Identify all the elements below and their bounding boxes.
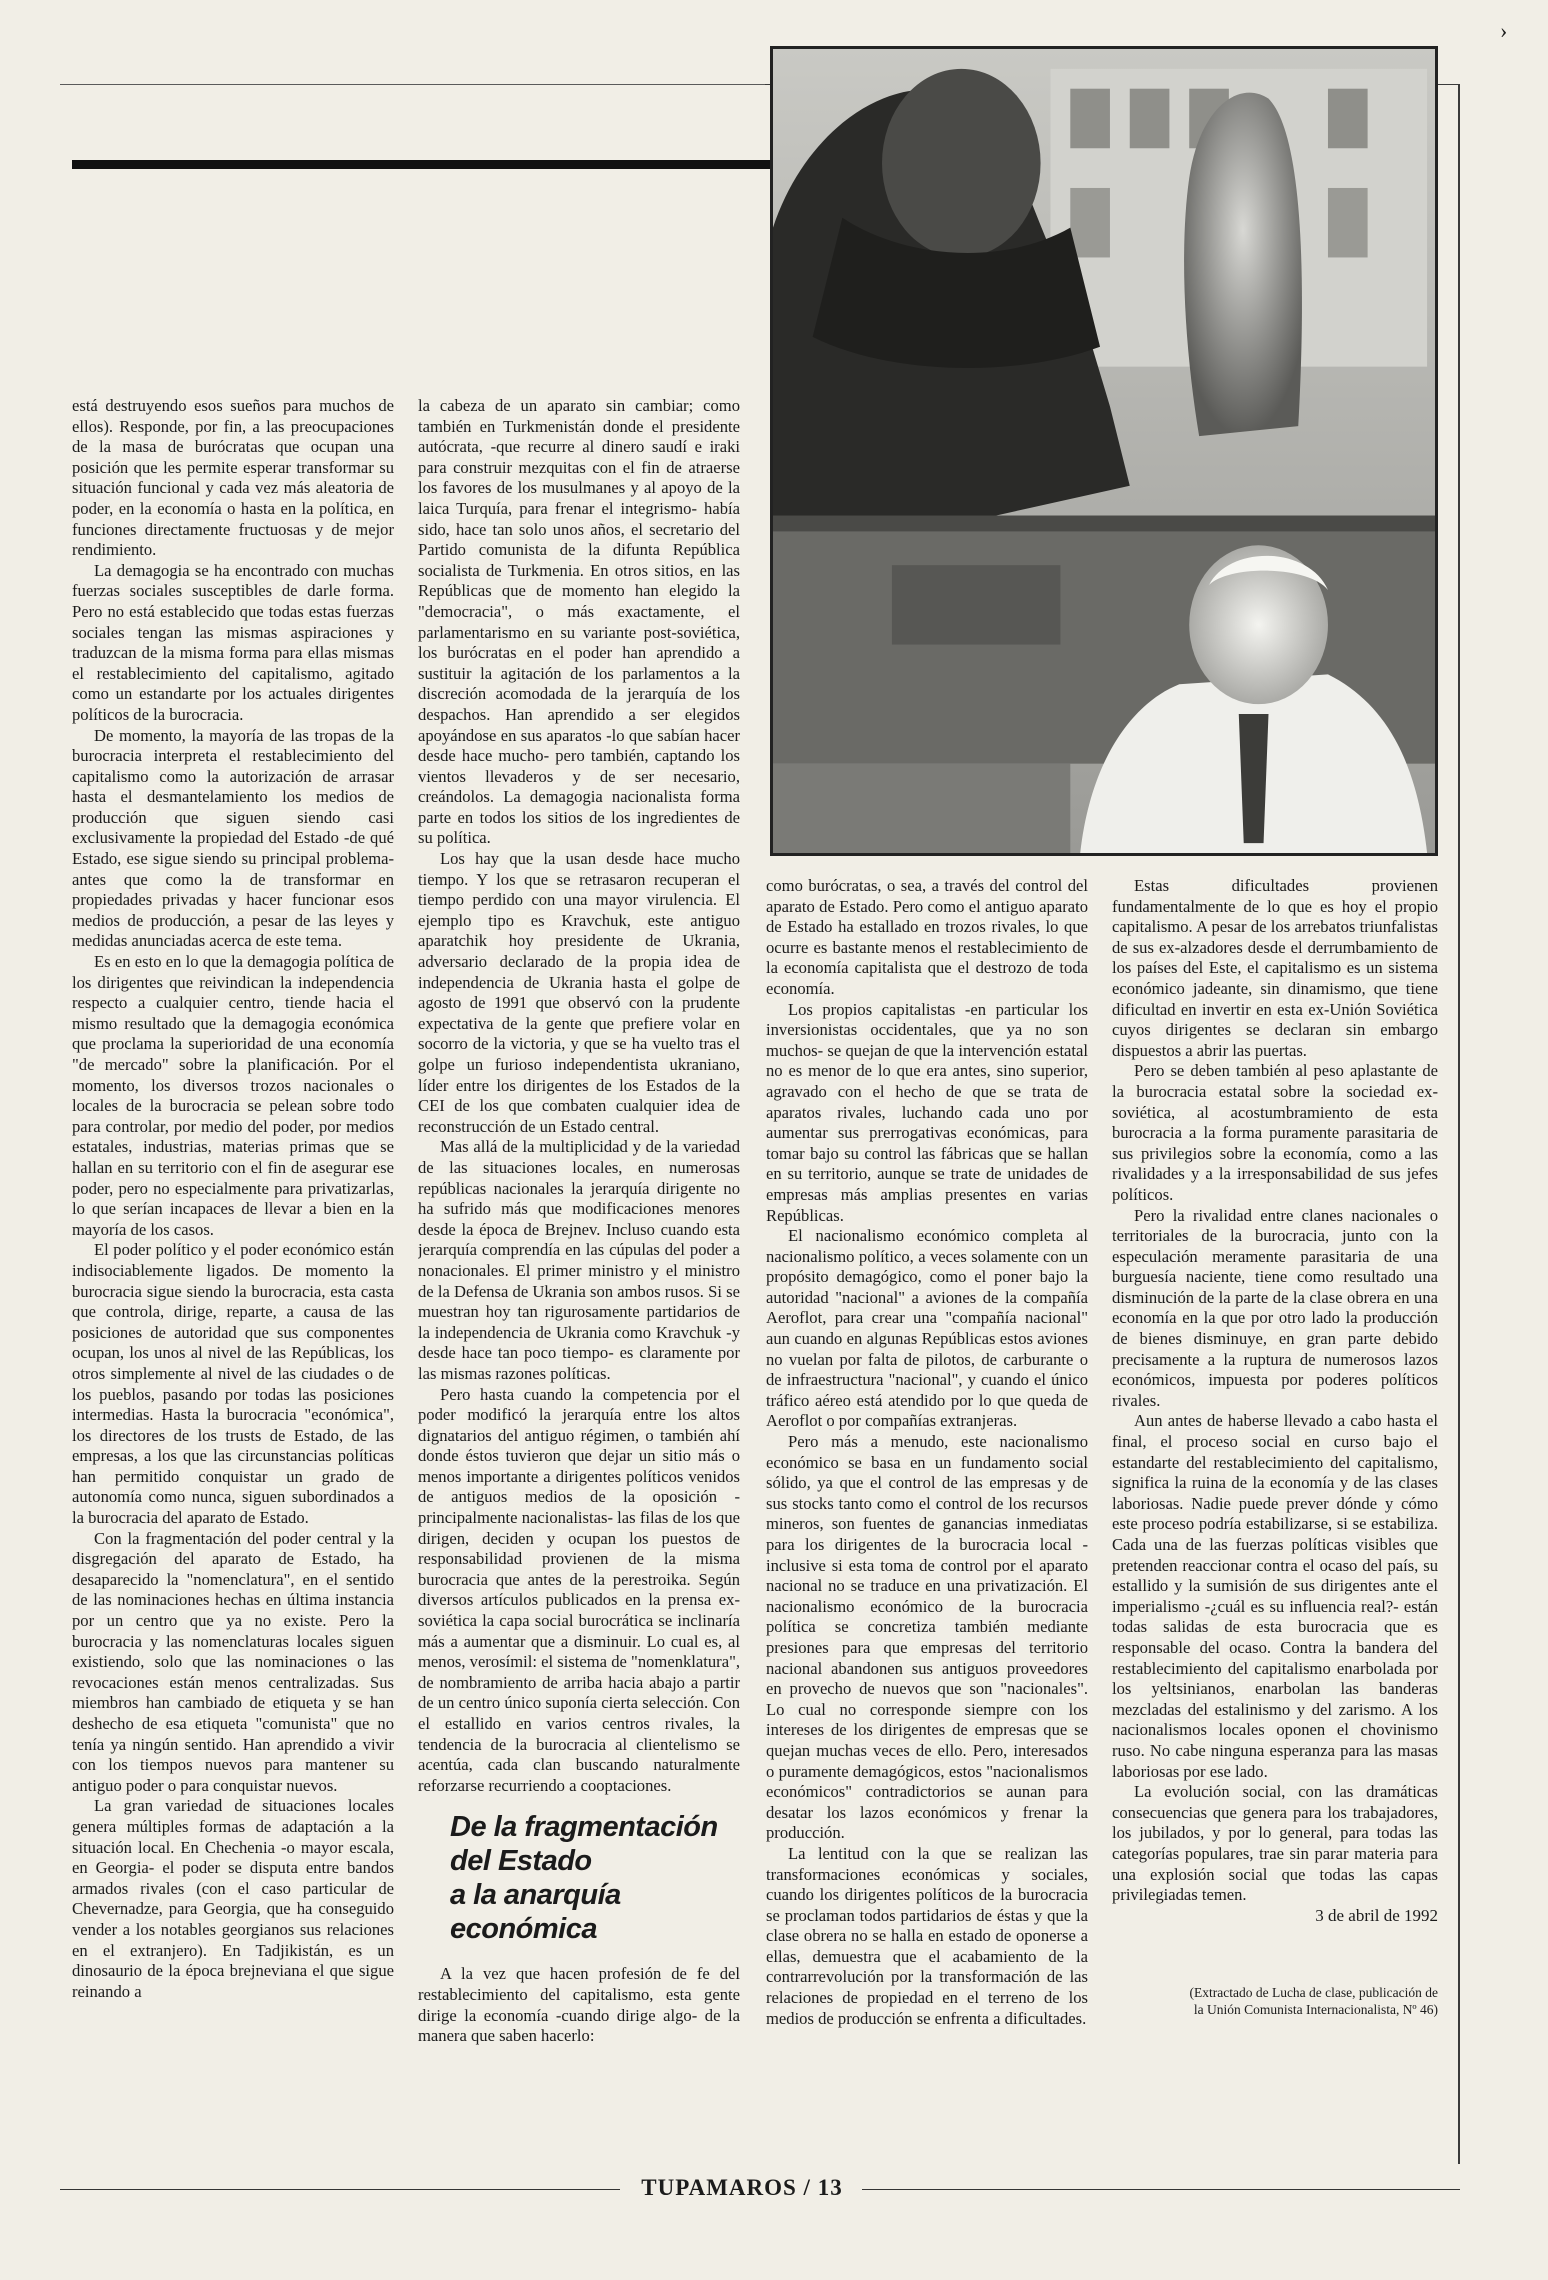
page-footer: TUPAMAROS / 13 bbox=[641, 2175, 843, 2200]
subheading-line: del Estado bbox=[450, 1845, 592, 1878]
column-4 bbox=[1112, 876, 1438, 2154]
credit-line: la Unión Comunista Internacionalista, Nº 46) bbox=[1193, 2002, 1438, 2018]
column-2 bbox=[418, 396, 740, 2154]
paragraph: Pero más a menudo, este nacionalismo económico se basa en un fundamento social sólido, ya que el control de las empresas y de sus stocks tanto como el control de los recursos mineros, son fuentes de ganancias inmediatas para los dirigentes de la burocracia local -inclusive si esta toma de control por el aparato nacional no se traduce en una privatización. El nacionalismo económico de la burocracia política se concretiza también mediante presiones para que empresas del territorio nacional abandonen sus antiguos proveedores en provecho de nuevos que son "nacionales". Lo cual no corresponde siempre con los intereses de los dirigentes de empresas que se quejan muchas veces de ello. Pero, interesados o puramente demagógicos, estos "nacionalismos económicos" contradictorios se aunan para desatar los lazos económicos y frenar la producción. bbox=[766, 1432, 1088, 1843]
paragraph: Los propios capitalistas -en particular los inversionistas occidentales, que ya no son muchos- se quejan de que la intervención estatal no es menor de lo que era antes, sino superior, agravado con el hecho de que se trata de aparatos rivales, luchando cada uno por aumentar sus prerrogativas económicas, para tomar bajo su control las fábricas que se hallan en su territorio, aunque se trate de unidades de empresas más amplias presentes en varias Repúblicas. bbox=[766, 999, 1088, 1225]
paragraph: como burócratas, o sea, a través del control del aparato de Estado. Pero como el antiguo aparato de Estado ha estallado en trozos rivales, lo que ocurre es bastante menos el restablecimiento de la economía capitalista que el destrozo de toda economía. bbox=[766, 876, 1088, 998]
paragraph: El nacionalismo económico completa al nacionalismo político, a veces solamente con un propósito demagógico, como el poner bajo la autoridad "nacional" a aviones de la compañía Aeroflot, para crear una "compañía nacional" aun cuando en algunas Repúblicas estos aviones no vuelan por falta de pilotos, de carburante o de infraestructura "nacional", y cuando el único tráfico aéreo está atendido por lo que queda de Aeroflot o por compañías extranjeras. bbox=[766, 1226, 1088, 1431]
paragraph: la cabeza de un aparato sin cambiar; como también en Turkmenistán donde el presidente autócrata, -que recurre al dinero saudí e iraki para construir mezquitas con el fin de atraerse los favores de los musulmanes y al apoyo de la laica Turquía, para frenar el integrismo- había sido, hace tan solo unos años, el secretario del Partido comunista de la difunta República socialista de Turkmenia. En otros sitios, en las Repúblicas que de momento han elegido la "democracia", o más exactamente, el parlamentarismo en su variante post-soviética, los burócratas en el poder han aprendido a sustituir la agitación de los parlamentos a la discreción acomodada de la jerarquía de los despachos. Han aprendido a ser elegidos apoyándose en sus aparatos -lo que sabían hacer desde hace mucho- pero también, captando los vientos llevaderos y de ser necesario, creándolos. La demagogia nacionalista forma parte en todos los sitios de los ingredientes de su política. bbox=[418, 396, 740, 848]
section-bar bbox=[72, 160, 772, 169]
paragraph: El poder político y el poder económico están indisociablemente ligados. De momento la burocracia sigue siendo la burocracia, esta casta que controla, dirige, reparte, a causa de las posiciones de autoridad que sus componentes ocupan, los unos al nivel de las Repúblicas, los otros simplemente al nivel de las ciudades o de los pueblos, pasando por todas las posiciones intermedias. Hasta la burocracia "económica", los directores de los trusts de Estado, de las empresas, a los que las circunstancias políticas han permitido conquistar un grado de autonomía como nunca, siguen subordinados a la burocracia del aparato de Estado. bbox=[72, 1240, 394, 1528]
paragraph: La gran variedad de situaciones locales genera múltiples formas de adaptación a la situación local. En Chechenia -o mayor escala, en Georgia- el poder se disputa entre bandos armados rivales (con el caso particular de Chevernadze, para Georgia, que ha conseguido vender a los notables georgianos sus relaciones en el extranjero). En Tadjikistán, es un dinosaurio de la época brejneviana el que sigue reinando a bbox=[72, 1796, 394, 2001]
paragraph: Pero la rivalidad entre clanes nacionales o territoriales de la burocracia, junto con la especulación meramente parasitaria de una burguesía naciente, tiene como resultado una disminución de la parte de la clase obrera en una economía en la que por otro lado la producción de bienes disminuye, en gran parte debido precisamente a la ruptura de numerosos lazos económicos, impuesta por poderes políticos rivales. bbox=[1112, 1205, 1438, 1410]
page-frame-right bbox=[1458, 84, 1460, 2164]
photo-icon bbox=[773, 49, 1435, 853]
paragraph: Aun antes de haberse llevado a cabo hasta el final, el proceso social en curso bajo el estandarte del restablecimiento del capitalismo, significa la ruina de la economía y de las clases laboriosas. Nadie puede prever dónde y cómo este proceso podría estabilizarse, si se estabiliza. Cada una de las fuerzas políticas visibles que pretenden reaccionar contra el ocaso del país, su estallido y la sumisión de sus dirigentes ante el imperialismo -¿cuál es su influencia real?- están todas salidas de esta burocracia que es responsable del ocaso. Contra la bandera del restablecimiento del capitalismo enarbolada por los yeltsinianos, enarbolan las banderas mezcladas del estalinismo y del zarismo. A los nacionalismos locales oponen el chovinismo ruso. No cabe ninguna esperanza para las masas laboriosas por ese lado. bbox=[1112, 1411, 1438, 1781]
paragraph: Mas allá de la multiplicidad y de la variedad de las situaciones locales, en numerosas repúblicas nacionales la jerarquía dirigente no ha sufrido más que modificaciones menores desde la época de Brejnev. Incluso cuando esta jerarquía comprendía en las cúpulas del poder a nonacionales. El primer ministro y el ministro de la Defensa de Ukrania son ambos rusos. Si se muestran hoy tan rigurosamente partidarios de la independencia de Ukrania como Kravchuk -y desde hace tan poco tiempo- es claramente por las mismas razones políticas. bbox=[418, 1137, 740, 1383]
paragraph: A la vez que hacen profesión de fe del restablecimiento del capitalismo, esta gente dirige la economía -cuando dirige algo- de la manera que saben hacerlo: bbox=[418, 1964, 740, 2046]
subheading-line: a la anarquía económica bbox=[450, 1879, 621, 1946]
paragraph: La evolución social, con las dramáticas consecuencias que genera para los trabajadores, los jubilados, y por lo general, para todas las categorías populares, trae sin parar materia para una explosión social que todas las capas privilegiadas temen. bbox=[1112, 1782, 1438, 1905]
paragraph: La lentitud con la que se realizan las transformaciones económicas y sociales, cuando los dirigentes políticos de la burocracia se proclaman todos partidarios de éstas y que la clase obrera no se halla en estado de oponerse a ellas, demuestra que el acabamiento de la contrarrevolución por la transformación de las relaciones de propiedad en el terreno de los medios de producción se enfrenta a dificultades. bbox=[766, 1843, 1088, 2028]
paragraph: Pero hasta cuando la competencia por el poder modificó la jerarquía entre los altos dignatarios del antiguo régimen, o también ahí donde éstos tuvieron que dejar un sitio más o menos importante a dirigentes políticos venidos de antiguos medios de la oposición -principalmente nacionalistas- las filas de los que dirigen, deciden y ocupan los puestos de responsabilidad provienen de la misma burocracia que antes de la perestroika. Según diversos artículos publicados en la prensa ex-soviética la capa social burocrática se inclinaría más a aumentar que a disminuir. Lo cual es, al menos, verosímil: el sistema de "nomenklatura", de nombramiento de arriba hacia abajo a partir de un centro único suponía cierta selección. Con el estallido en varios centros rivales, la tendencia de la burocracia al clientelismo se acentúa, cada clan buscando naturalmente reforzarse recurriendo a cooptaciones. bbox=[418, 1384, 740, 1795]
paragraph: La demagogia se ha encontrado con muchas fuerzas sociales susceptibles de darle forma. Pero no está establecido que todas estas fuerzas sociales tengan las mismas aspiraciones y traduzcan de la misma forma para ellas mismas el restablecimiento del capitalismo, agitado como un estandarte por los actuales dirigentes políticos de la burocracia. bbox=[72, 560, 394, 724]
paragraph: Estas dificultades provienen fundamentalmente de lo que es hoy el propio capitalismo. A pesar de los arrebatos triunfalistas de sus ex-alzadores desde el derrumbamiento de los países del Este, el capitalismo es un sistema económico jadeante, sin dinamismo, que tiene dificultad en invertir en esta ex-Unión Soviética cuyos dirigentes se declaran sin embargo dispuestos a abrir las puertas. bbox=[1112, 876, 1438, 1060]
credit-line: (Extractado de Lucha de clase, publicación de bbox=[1189, 1985, 1438, 2001]
source-credit bbox=[1112, 1984, 1438, 2018]
paragraph: Los hay que la usan desde hace mucho tiempo. Y los que se retrasaron recuperan el tiempo perdido con una mayor virulencia. El ejemplo tipo es Kravchuk, este antiguo aparatchik hoy presidente de Ukrania, adversario declarado de la propia idea de independencia de Ukrania hasta el golpe de agosto de 1991 que observó con la prudente expectativa de la gente que prefiere volar en socorro de la victoria, y que se ha vuelto tras el golpe un furioso independentista ukraniano, líder entre los dirigentes de los Estados de la CEI de los que combaten cualquier idea de reconstrucción de un Estado central. bbox=[418, 849, 740, 1136]
header-rule bbox=[60, 84, 765, 85]
paragraph: De momento, la mayoría de las tropas de la burocracia interpreta el restablecimiento del capitalismo como la autorización de arrasar hasta el desmantelamiento los medios de producción que siguen siendo casi exclusivamente la propiedad del Estado -de qué Estado, ese sigue siendo su principal problema- antes que como la de transformar en propiedades privadas y hacer funcionar esos medios de producción, a pesar de las leyes y medidas anunciadas acerca de este tema. bbox=[72, 725, 394, 951]
subheading-line: De la fragmentación bbox=[450, 1811, 718, 1844]
paragraph: está destruyendo esos sueños para muchos de ellos). Responde, por fin, a las preocupaciones de la masa de burócratas que ocupan una posición que les permite esperar transformar su situación funcional y cada vez más aleatoria de poder, en la economía o hasta en la política, en funciones directamente fructuosas y de mejor rendimiento. bbox=[72, 396, 394, 560]
column-1 bbox=[72, 396, 394, 2154]
section-subheading bbox=[450, 1810, 740, 1946]
article-date: 3 de abril de 1992 bbox=[1315, 1905, 1438, 1925]
paragraph: Con la fragmentación del poder central y la disgregación del aparato de Estado, ha desaparecido la "nomenclatura", en el sentido de las nominaciones hechas en última instancia por un centro que ya no existe. Pero la burocracia y las nomenclaturas locales siguen existiendo, solo que las nominaciones o las revocaciones están menos centralizadas. Sus miembros han cambiado de etiqueta y se han deshecho de esa etiqueta "comunista" que no tenía ya ningún sentido. Han aprendido a vivir con los tiempos nuevos para mantener su antiguo poder o para conquistar nuevos. bbox=[72, 1528, 394, 1795]
footer-rule-left bbox=[60, 2189, 620, 2190]
column-3 bbox=[766, 876, 1088, 2154]
corner-mark: › bbox=[1500, 18, 1508, 43]
footer-rule-right bbox=[862, 2189, 1460, 2190]
paragraph: Es en esto en lo que la demagogia política de los dirigentes que reivindican la independencia respecto a cualquier centro, tiende hacia el mismo resultado que la demagogia económica que proclama la superioridad de una economía "de mercado" sobre la planificación. Por el momento, los diversos trozos nacionales o locales de la burocracia se pelean sobre todo para controlar, por medio del poder, por medios estatales, industrias, materias primas que se hallan en su territorio con el fin de asegurar ese poder, pero no especialmente para privatizarlas, lo que serían incapaces de llevar a bien en la mayoría de los casos. bbox=[72, 952, 394, 1239]
photo bbox=[770, 46, 1438, 856]
paragraph: Pero se deben también al peso aplastante de la burocracia estatal sobre la sociedad ex-soviética, al acostumbramiento de esta burocracia a la forma puramente parasitaria de sus privilegios sobre la economía, como a las rivalidades y a la irresponsabilidad de sus jefes políticos. bbox=[1112, 1061, 1438, 1204]
